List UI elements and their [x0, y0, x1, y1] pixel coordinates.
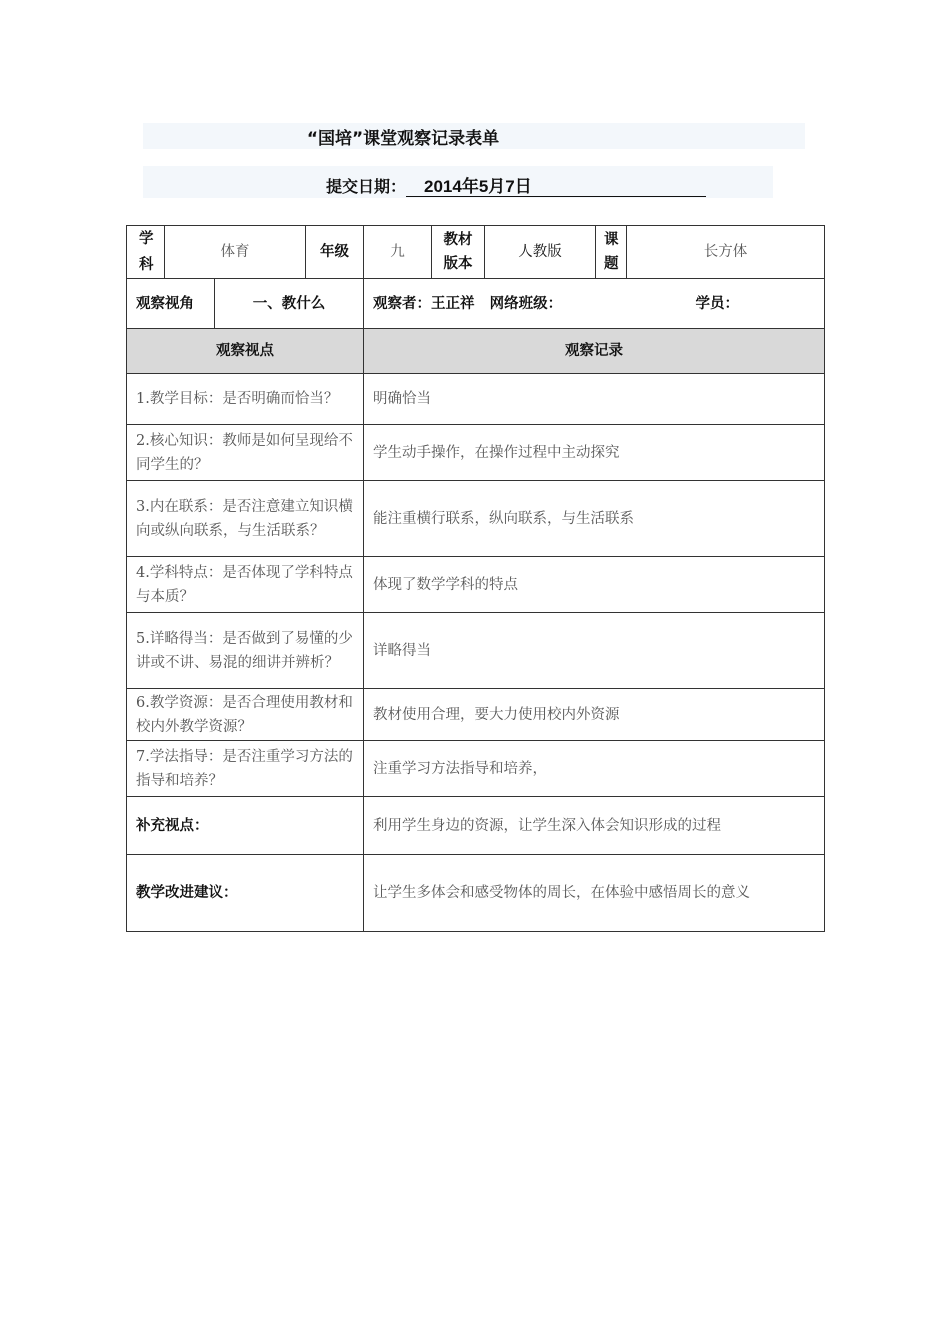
textbook-label: 教材版本 [432, 226, 485, 279]
observation-record: 体现了数学学科的特点 [364, 557, 825, 613]
table-row [127, 374, 825, 425]
observation-table [126, 225, 825, 932]
column-header-row [127, 329, 825, 374]
observation-record: 详略得当 [364, 613, 825, 689]
suggestion-value: 让学生多体会和感受物体的周长，在体验中感悟周长的意义 [364, 855, 825, 932]
observation-point: 7.学法指导：是否注重学习方法的指导和培养？ [127, 741, 364, 797]
observation-point: 2.核心知识：教师是如何呈现给不同学生的？ [127, 425, 364, 481]
grade-value: 九 [364, 226, 432, 279]
table-row [127, 689, 825, 741]
submit-date-label: 提交日期： [326, 177, 407, 196]
grade-label: 年级 [306, 226, 364, 279]
angle-label: 观察视角 [127, 279, 215, 329]
table-row [127, 613, 825, 689]
suggestion-row [127, 855, 825, 932]
observation-point: 3.内在联系：是否注意建立知识横向或纵向联系，与生活联系？ [127, 481, 364, 557]
table-row [127, 741, 825, 797]
submit-date-value: 2014年5月7日 [406, 178, 706, 197]
observation-point: 4.学科特点：是否体现了学科特点与本质？ [127, 557, 364, 613]
table-row [127, 481, 825, 557]
column-header-point: 观察视点 [127, 329, 364, 374]
angle-row [127, 279, 825, 329]
observer-value: 王正祥 [431, 295, 475, 312]
table-row [127, 557, 825, 613]
suggestion-label: 教学改进建议： [127, 855, 364, 932]
observation-point: 6.教学资源：是否合理使用教材和校内外教学资源？ [127, 689, 364, 741]
supplement-row [127, 797, 825, 855]
class-label: 网络班级： [489, 295, 563, 312]
observation-point: 1.教学目标：是否明确而恰当？ [127, 374, 364, 425]
table-row [127, 425, 825, 481]
angle-value: 一、教什么 [215, 279, 364, 329]
observer-label: 观察者： [373, 295, 431, 312]
submit-date-line [326, 174, 706, 197]
observer-cell [364, 279, 825, 329]
observation-record: 教材使用合理，要大力使用校内外资源 [364, 689, 825, 741]
document-title: “国培”课堂观察记录表单 [306, 129, 500, 149]
observation-point: 5.详略得当：是否做到了易懂的少讲或不讲、易混的细讲并辨析？ [127, 613, 364, 689]
subject-value: 体育 [165, 226, 306, 279]
observation-record: 学生动手操作，在操作过程中主动探究 [364, 425, 825, 481]
observation-record: 明确恰当 [364, 374, 825, 425]
supplement-label: 补充视点： [127, 797, 364, 855]
textbook-value: 人教版 [485, 226, 596, 279]
student-label: 学员： [695, 295, 739, 312]
info-row [127, 226, 825, 279]
supplement-value: 利用学生身边的资源，让学生深入体会知识形成的过程 [364, 797, 825, 855]
topic-label: 课题 [596, 226, 627, 279]
column-header-record: 观察记录 [364, 329, 825, 374]
observation-record: 能注重横行联系，纵向联系，与生活联系 [364, 481, 825, 557]
subject-label: 学科 [127, 226, 165, 279]
observation-record: 注重学习方法指导和培养， [364, 741, 825, 797]
topic-value: 长方体 [627, 226, 825, 279]
